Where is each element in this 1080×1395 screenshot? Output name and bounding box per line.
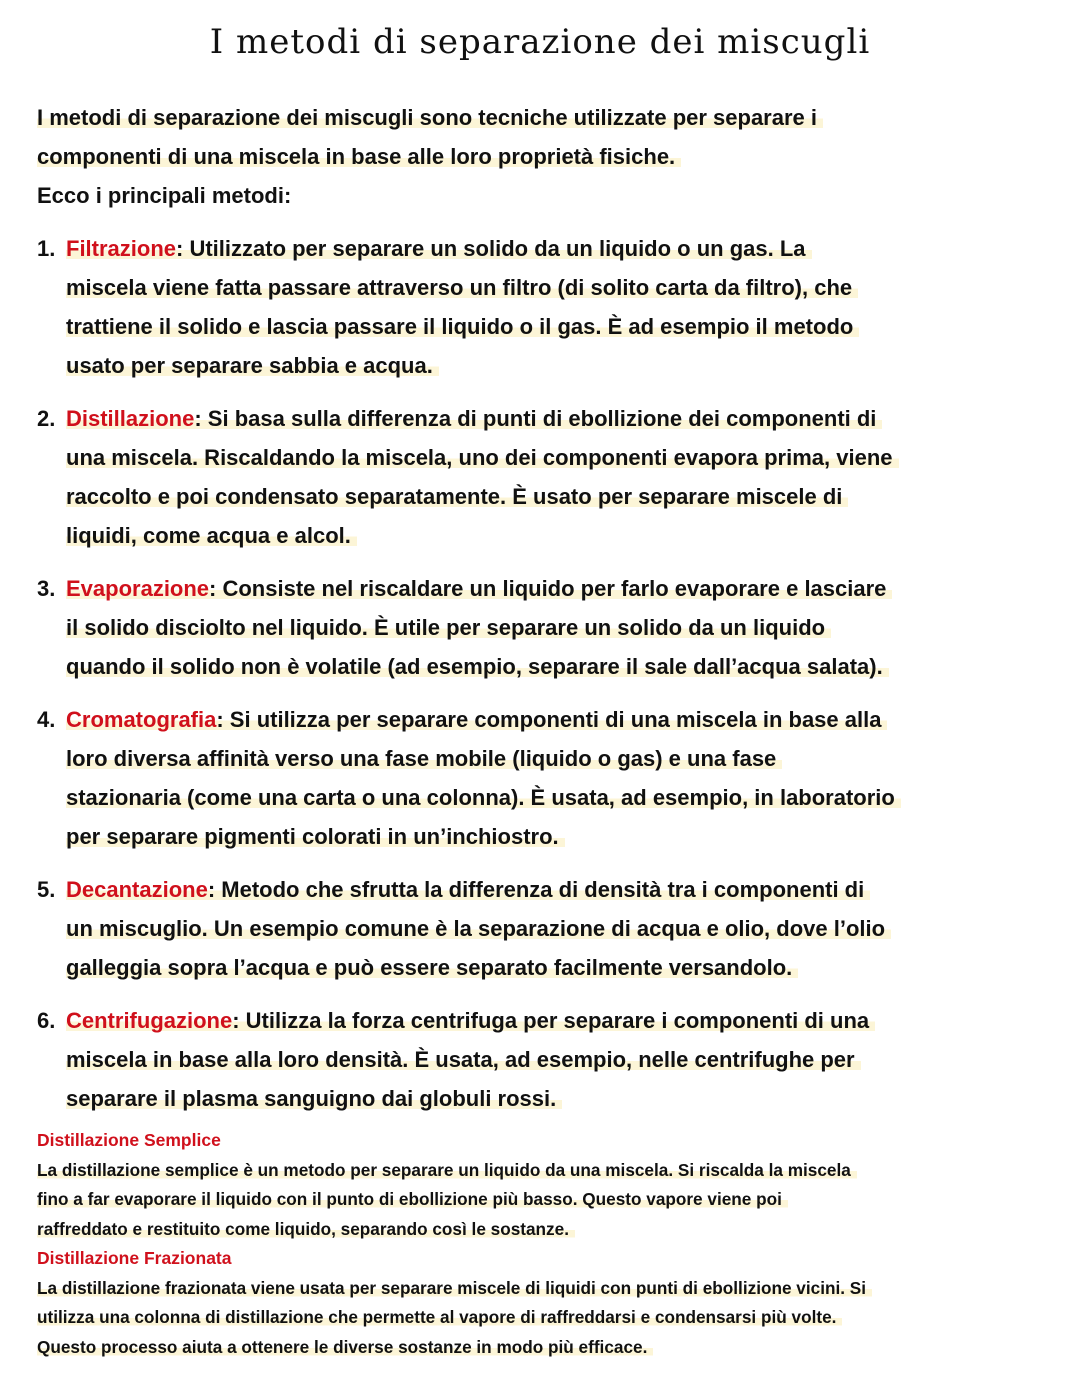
item-number: 5.	[37, 877, 56, 902]
item-line: trattiene il solido e lascia passare il liquido o il gas. È ad esempio il metodo	[66, 314, 859, 339]
item-line: separare il plasma sanguigno dai globuli rossi.	[66, 1086, 562, 1111]
subsection	[37, 1244, 1057, 1362]
item-line: miscela in base alla loro densità. È usata, ad esempio, nelle centrifughe per	[66, 1047, 861, 1072]
item-line: : Consiste nel riscaldare un liquido per farlo evaporare e lasciare	[209, 576, 887, 601]
item-line: usato per separare sabbia e acqua.	[66, 353, 439, 378]
subsection-line: fino a far evaporare il liquido con il punto di ebollizione più basso. Questo vapore viene poi	[37, 1189, 788, 1209]
intro-paragraph	[37, 98, 1057, 215]
item-line: loro diversa affinità verso una fase mobile (liquido o gas) e una fase	[66, 746, 782, 771]
item-number: 1.	[37, 236, 56, 261]
item-term: Filtrazione	[66, 236, 177, 261]
item-line: galleggia sopra l’acqua e può essere separato facilmente versandolo.	[66, 955, 798, 980]
item-line: miscela viene fatta passare attraverso un filtro (di solito carta da filtro), che	[66, 275, 858, 300]
document-body	[37, 98, 1057, 1362]
subsection-line: utilizza una colonna di distillazione che permette al vapore di raffreddarsi e condensarsi più volte.	[37, 1307, 842, 1327]
item-line: il solido disciolto nel liquido. È utile per separare un solido da un liquido	[66, 615, 831, 640]
intro-line: Ecco i principali metodi:	[37, 183, 292, 208]
subsection-heading: Distillazione Frazionata	[37, 1248, 232, 1268]
page-title: I metodi di separazione dei miscugli	[209, 22, 871, 62]
list-item	[37, 399, 1057, 555]
subsection-line: La distillazione frazionata viene usata per separare miscele di liquidi con punti di ebollizione vicini. Si	[37, 1278, 872, 1298]
item-line: una miscela. Riscaldando la miscela, uno dei componenti evapora prima, viene	[66, 445, 899, 470]
item-term: Centrifugazione	[66, 1008, 233, 1033]
intro-line: componenti di una miscela in base alle loro proprietà fisiche.	[37, 144, 681, 169]
item-line: stazionaria (come una carta o una colonna). È usata, ad esempio, in laboratorio	[66, 785, 901, 810]
item-term: Distillazione	[66, 406, 195, 431]
item-line: quando il solido non è volatile (ad esempio, separare il sale dall’acqua salata).	[66, 654, 889, 679]
subsection	[37, 1126, 1057, 1244]
list-item	[37, 870, 1057, 987]
subsection-line: raffreddato e restituito come liquido, separando così le sostanze.	[37, 1219, 575, 1239]
item-line: : Metodo che sfrutta la differenza di densità tra i componenti di	[207, 877, 865, 902]
item-line: : Si basa sulla differenza di punti di ebollizione dei componenti di	[194, 406, 877, 431]
item-term: Cromatografia	[66, 707, 217, 732]
item-number: 3.	[37, 576, 56, 601]
item-line: un miscuglio. Un esempio comune è la separazione di acqua e olio, dove l’olio	[66, 916, 891, 941]
item-line: liquidi, come acqua e alcol.	[66, 523, 357, 548]
item-line: : Utilizza la forza centrifuga per separare i componenti di una	[232, 1008, 870, 1033]
list-item	[37, 1001, 1057, 1118]
list-item	[37, 700, 1057, 856]
list-item	[37, 229, 1057, 385]
item-line: raccolto e poi condensato separatamente. È usato per separare miscele di	[66, 484, 848, 509]
item-term: Evaporazione	[66, 576, 210, 601]
list-item	[37, 569, 1057, 686]
item-term: Decantazione	[66, 877, 208, 902]
subsection-heading: Distillazione Semplice	[37, 1130, 221, 1150]
item-number: 2.	[37, 406, 56, 431]
item-line: : Utilizzato per separare un solido da un liquido o un gas. La	[176, 236, 806, 261]
item-number: 6.	[37, 1008, 56, 1033]
item-line: per separare pigmenti colorati in un’inchiostro.	[66, 824, 565, 849]
item-number: 4.	[37, 707, 56, 732]
intro-line: I metodi di separazione dei miscugli sono tecniche utilizzate per separare i	[37, 105, 823, 130]
item-line: : Si utilizza per separare componenti di una miscela in base alla	[216, 707, 882, 732]
subsection-line: Questo processo aiuta a ottenere le diverse sostanze in modo più efficace.	[37, 1337, 653, 1357]
subsection-line: La distillazione semplice è un metodo per separare un liquido da una miscela. Si riscalda la miscela	[37, 1160, 857, 1180]
